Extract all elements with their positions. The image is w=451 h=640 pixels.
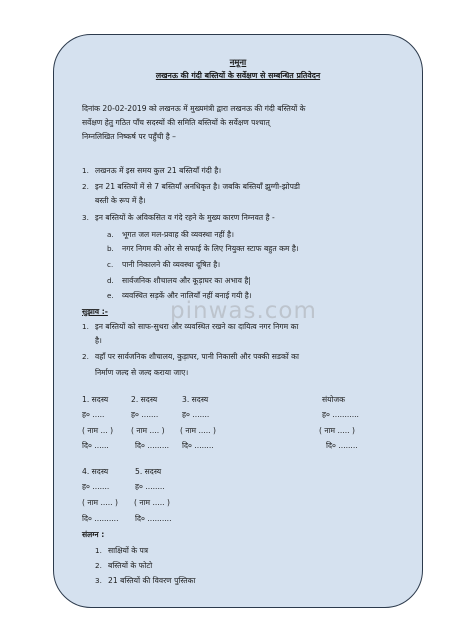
- name-placeholder: ( नाम ..... ): [82, 498, 118, 507]
- reason-text: नगर निगम की ओर से सफाई के लिए नियुक्त स्टाफ बहुत कम है।: [122, 244, 299, 253]
- suggestion-text: है।: [95, 336, 102, 345]
- name-placeholder: ( नाम ... ): [82, 426, 114, 435]
- name-placeholder: ( नाम .... ): [131, 426, 165, 435]
- finding-number: 1.: [82, 166, 89, 175]
- signature-placeholder: ह० .......: [131, 410, 159, 419]
- signature-placeholder: ह० ...........: [322, 410, 359, 419]
- date-placeholder: दि० ........: [182, 441, 214, 450]
- attachment-number: 1.: [95, 546, 102, 555]
- reason-letter: d.: [107, 276, 114, 285]
- attachment-number: 3.: [95, 576, 102, 585]
- name-placeholder: ( नाम ..... ): [180, 426, 216, 435]
- date-placeholder: दि० ..........: [82, 514, 119, 523]
- attachment-text: साक्षियों के पत्र: [108, 546, 149, 555]
- member-label: 3. सदस्य: [182, 395, 209, 404]
- date-placeholder: दि० ......: [82, 441, 109, 450]
- suggestion-text: निर्माण जल्द से जल्द कराया जाए।: [95, 368, 189, 377]
- finding-number: 2.: [82, 182, 89, 191]
- attachment-number: 2.: [95, 561, 102, 570]
- member-label: 5. सदस्य: [135, 467, 162, 476]
- watermark-text: pinwas.com: [170, 298, 317, 324]
- attachment-text: 21 बस्तियों की विवरण पुस्तिका: [108, 576, 196, 585]
- reason-letter: c.: [107, 260, 114, 269]
- finding-text: इन 21 बस्तियों में से 7 बस्तियाँ अनधिकृत है। जबकि बस्तियाँ झुग्गी-झोपडी: [95, 182, 300, 191]
- reason-letter: b.: [107, 244, 114, 253]
- signature-placeholder: ह० .....: [82, 410, 105, 419]
- document-title: नमूना: [229, 57, 247, 67]
- signature-placeholder: ह० ........: [135, 482, 165, 491]
- member-label: 4. सदस्य: [82, 467, 109, 476]
- suggestions-heading: सुझाव :-: [82, 307, 108, 316]
- document-subtitle: लखनऊ की गंदी बस्तियों के सर्वेक्षण से सम्बन्धित प्रतिवेदन: [155, 71, 321, 80]
- reason-text: भूगत जल मल-प्रवाह की व्यवस्था नहीं है।: [122, 230, 234, 239]
- name-placeholder: ( नाम ..... ): [134, 498, 170, 507]
- suggestion-text: वहाँ पर सार्वजनिक शौचालय, कुड़ाघर, पानी निकासी और पक्की सडकों का: [95, 352, 299, 361]
- member-label: 2. सदस्य: [131, 395, 158, 404]
- suggestion-text: इन बस्तियों को साफ-सुथरा और व्यवस्थित रखने का दायित्व नगर निगम का: [95, 322, 299, 331]
- reason-text: व्यवस्थित सड़कें और नालियाँ नहीं बनाई गयी है।: [122, 291, 252, 300]
- reason-text: सार्वजनिक शौचालय और कूड़ाघर का अभाव है|: [122, 276, 251, 285]
- intro-line: दिनांक 20-02-2019 को लखनऊ में मुख्यमंत्री द्वारा लखनऊ की गंदी बस्तियों के: [82, 104, 306, 113]
- name-placeholder: ( नाम ..... ): [319, 426, 355, 435]
- finding-text: बस्ती के रूप में है।: [95, 196, 146, 205]
- reason-letter: a.: [107, 230, 114, 239]
- convener-label: संयोजक: [322, 395, 345, 404]
- reason-letter: e.: [107, 291, 114, 300]
- finding-number: 3.: [82, 213, 89, 222]
- date-placeholder: दि० ..........: [135, 514, 172, 523]
- intro-line: निम्नलिखित निष्कर्ष पर पहुँची है –: [82, 132, 176, 141]
- member-label: 1. सदस्य: [82, 395, 109, 404]
- signature-placeholder: ह० .......: [182, 410, 210, 419]
- date-placeholder: दि० .........: [135, 441, 170, 450]
- attachments-heading: संलग्न :: [82, 530, 105, 539]
- finding-text: लखनऊ में इस समय कुल 21 बस्तियाँ गंदी है।: [95, 166, 222, 175]
- reason-text: पानी निकालने की व्यवस्था दूषित है।: [122, 260, 221, 269]
- suggestion-number: 1.: [82, 322, 89, 331]
- signature-placeholder: ह० .......: [82, 482, 110, 491]
- attachment-text: बस्तियों के फोटो: [108, 561, 153, 570]
- finding-text: इन बस्तियों के अविकसित व गंदे रहने के मुख्य कारण निम्नवत है -: [95, 213, 275, 222]
- date-placeholder: दि० ........: [326, 441, 358, 450]
- suggestion-number: 2.: [82, 352, 89, 361]
- intro-line: सर्वेक्षण हेतु गठित पाँच सदस्यों की समिति बस्तियों के सर्वेक्षण पश्चात्: [82, 118, 270, 127]
